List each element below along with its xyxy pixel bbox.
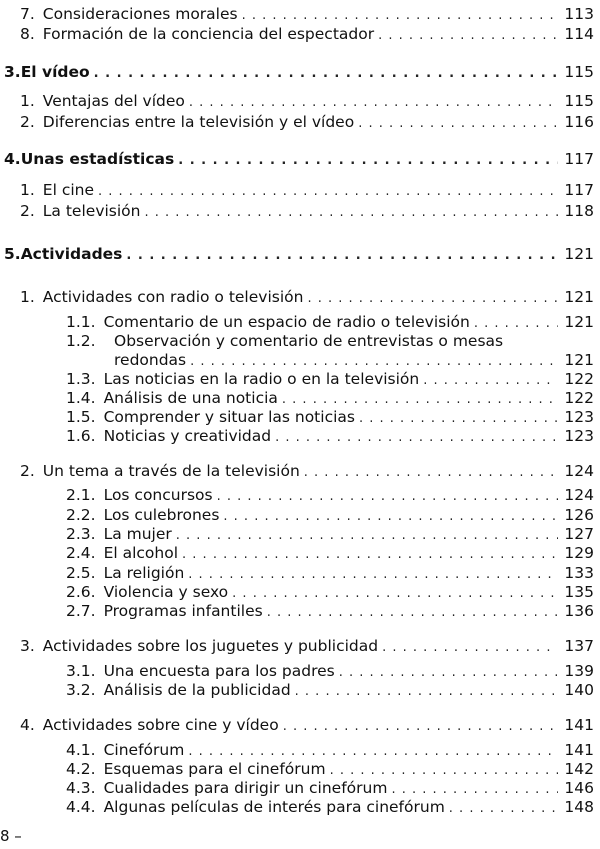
toc-number: 7. [20, 5, 35, 23]
toc-entry-2-6 [66, 583, 594, 603]
dot-leader [423, 371, 558, 390]
toc-number: 4. [4, 150, 21, 168]
toc-page: 142 [564, 760, 594, 778]
toc-number: 3. [20, 637, 35, 655]
toc-number: 3. [4, 63, 21, 81]
toc-page: 121 [564, 351, 594, 369]
dot-leader [295, 682, 559, 701]
toc-page: 123 [564, 408, 594, 426]
toc-page: 137 [564, 637, 594, 655]
toc-entry-ventajas-video [20, 92, 594, 112]
toc-entry-3-2 [66, 681, 594, 701]
toc-page: 148 [564, 798, 594, 816]
toc-number: 4.1. [66, 741, 96, 759]
dot-leader [144, 203, 558, 222]
toc-page: 129 [564, 544, 594, 562]
toc-entry-4-4 [66, 798, 594, 818]
toc-entry-2-3 [66, 525, 594, 545]
toc-number: 3.2. [66, 681, 96, 699]
dot-leader [449, 799, 559, 818]
toc-entry-1-5 [66, 408, 594, 428]
toc-page: 141 [564, 741, 594, 759]
dot-leader [188, 742, 558, 761]
toc-page: 140 [564, 681, 594, 699]
toc-entry-tema-television [20, 462, 594, 482]
toc-entry-2-7 [66, 602, 594, 622]
toc-title: Los culebrones [103, 506, 220, 524]
toc-title: La religión [103, 564, 185, 582]
toc-number: 4.3. [66, 779, 96, 797]
toc-page: 141 [564, 716, 594, 734]
toc-title: Unas estadísticas [20, 150, 175, 168]
toc-title: La mujer [103, 525, 172, 543]
toc-page: 118 [564, 202, 594, 220]
toc-page: 114 [564, 25, 594, 43]
toc-number: 1.6. [66, 427, 96, 445]
toc-entry-2-4 [66, 544, 594, 564]
dot-leader [378, 26, 558, 45]
toc-page: 124 [564, 462, 594, 480]
dot-leader [188, 565, 558, 584]
toc-page: 121 [564, 288, 594, 306]
toc-page: 117 [564, 150, 594, 168]
toc-number: 2.3. [66, 525, 96, 543]
toc-title: Consideraciones morales [42, 5, 238, 23]
toc-title: Las noticias en la radio o en la televisión [103, 370, 420, 388]
toc-number: 3.1. [66, 662, 96, 680]
toc-number: 4. [20, 716, 35, 734]
toc-title: Una encuesta para los padres [103, 662, 335, 680]
dot-leader [307, 289, 558, 308]
toc-title: Noticias y creatividad [103, 427, 272, 445]
toc-page: 117 [564, 181, 594, 199]
dot-leader [358, 114, 558, 133]
dot-leader [189, 93, 559, 112]
toc-section-el-video [4, 63, 594, 83]
toc-page: 139 [564, 662, 594, 680]
toc-entry-1-6 [66, 427, 594, 447]
toc-title: Actividades sobre cine y vídeo [42, 716, 279, 734]
toc-title: Los concursos [103, 486, 213, 504]
toc-page: 113 [564, 5, 594, 23]
toc-entry-el-cine [20, 181, 594, 201]
toc-title: Programas infantiles [103, 602, 263, 620]
dot-leader [330, 761, 559, 780]
toc-title: Violencia y sexo [103, 583, 229, 601]
toc-number: 2.2. [66, 506, 96, 524]
toc-number: 1.1. [66, 313, 96, 331]
toc-title: Un tema a través de la televisión [42, 462, 300, 480]
toc-page: 135 [564, 583, 594, 601]
toc-number: 1. [20, 288, 35, 306]
toc-title: Actividades con radio o televisión [42, 288, 304, 306]
dot-leader [178, 151, 558, 170]
toc-entry-4-2 [66, 760, 594, 780]
toc-page: 126 [564, 506, 594, 524]
toc-page: 121 [564, 245, 594, 263]
dot-leader [267, 603, 559, 622]
toc-title: Comentario de un espacio de radio o televisión [103, 313, 470, 331]
dot-leader [282, 390, 559, 409]
dot-leader [126, 246, 558, 265]
toc-title: Observación y comentario de entrevistas o mesas [114, 332, 504, 350]
toc-title: Formación de la conciencia del espectador [42, 25, 375, 43]
toc-title: Ventajas del vídeo [42, 92, 185, 110]
dot-leader [190, 352, 558, 371]
toc-number: 2.1. [66, 486, 96, 504]
toc-entry-3-1 [66, 662, 594, 682]
toc-entry-1-4 [66, 389, 594, 409]
toc-entry-juguetes-publicidad [20, 637, 594, 657]
toc-page: 133 [564, 564, 594, 582]
toc-title: El cine [42, 181, 95, 199]
dot-leader [94, 64, 559, 83]
dot-leader [382, 638, 558, 657]
toc-page: 123 [564, 427, 594, 445]
toc-page: 146 [564, 779, 594, 797]
toc-number: 4.2. [66, 760, 96, 778]
dot-leader [359, 409, 558, 428]
page-number: 8 – [0, 827, 22, 845]
toc-entry-consideraciones-morales [20, 5, 594, 25]
dot-leader [283, 717, 559, 736]
toc-number: 8. [20, 25, 35, 43]
toc-entry-2-5 [66, 564, 594, 584]
dot-leader [232, 584, 558, 603]
toc-number: 1.4. [66, 389, 96, 407]
toc-number: 2. [20, 202, 35, 220]
toc-title-continued: redondas [114, 351, 187, 369]
toc-number: 2.5. [66, 564, 96, 582]
toc-entry-formacion-conciencia [20, 25, 594, 45]
toc-entry-1-1 [66, 313, 594, 333]
toc-number: 2. [20, 462, 35, 480]
dot-leader [217, 487, 559, 506]
toc-page: 122 [564, 389, 594, 407]
toc-entry-1-2-line1 [66, 332, 503, 351]
toc-entry-cine-video [20, 716, 594, 736]
toc-entry-4-3 [66, 779, 594, 799]
toc-entry-4-1 [66, 741, 594, 761]
toc-title: El alcohol [103, 544, 179, 562]
dot-leader [182, 545, 558, 564]
toc-entry-2-2 [66, 506, 594, 526]
dot-leader [242, 6, 559, 25]
toc-page: 115 [564, 63, 594, 81]
toc-title: Cinefórum [103, 741, 185, 759]
toc-number: 4.4. [66, 798, 96, 816]
dot-leader [275, 428, 558, 447]
toc-title: Análisis de una noticia [103, 389, 278, 407]
toc-number: 2. [20, 113, 35, 131]
dot-leader [223, 507, 558, 526]
toc-section-actividades [4, 245, 594, 265]
toc-title: Esquemas para el cinefórum [103, 760, 326, 778]
toc-section-estadisticas [4, 150, 594, 170]
toc-title: Comprender y situar las noticias [103, 408, 355, 426]
toc-entry-2-1 [66, 486, 594, 506]
toc-title: Cualidades para dirigir un cinefórum [103, 779, 388, 797]
toc-title: El vídeo [20, 63, 90, 81]
toc-title: Análisis de la publicidad [103, 681, 291, 699]
toc-number: 2.7. [66, 602, 96, 620]
toc-title: Algunas películas de interés para cinefórum [103, 798, 445, 816]
toc-entry-diferencias-tv-video [20, 113, 594, 133]
dot-leader [304, 463, 559, 482]
toc-number: 1.5. [66, 408, 96, 426]
dot-leader [98, 182, 558, 201]
toc-title: Actividades [20, 245, 123, 263]
toc-page: 136 [564, 602, 594, 620]
dot-leader [391, 780, 558, 799]
toc-entry-1-3 [66, 370, 594, 390]
toc-title: Diferencias entre la televisión y el vídeo [42, 113, 355, 131]
toc-title: La televisión [42, 202, 141, 220]
toc-number: 1. [20, 181, 35, 199]
toc-page: 124 [564, 486, 594, 504]
toc-entry-1-2-line2 [114, 351, 594, 371]
toc-entry-la-television [20, 202, 594, 222]
toc-number: 2.6. [66, 583, 96, 601]
toc-number: 2.4. [66, 544, 96, 562]
toc-number: 1.3. [66, 370, 96, 388]
toc-page: 115 [564, 92, 594, 110]
dot-leader [339, 663, 559, 682]
toc-number: 5. [4, 245, 21, 263]
toc-page: 116 [564, 113, 594, 131]
toc-number: 1.2. [66, 332, 96, 350]
dot-leader [474, 314, 559, 333]
toc-page: 121 [564, 313, 594, 331]
toc-page: 127 [564, 525, 594, 543]
toc-page: 122 [564, 370, 594, 388]
toc-number: 1. [20, 92, 35, 110]
toc-entry-actividades-radio-tv [20, 288, 594, 308]
dot-leader [176, 526, 559, 545]
toc-title: Actividades sobre los juguetes y publicidad [42, 637, 379, 655]
